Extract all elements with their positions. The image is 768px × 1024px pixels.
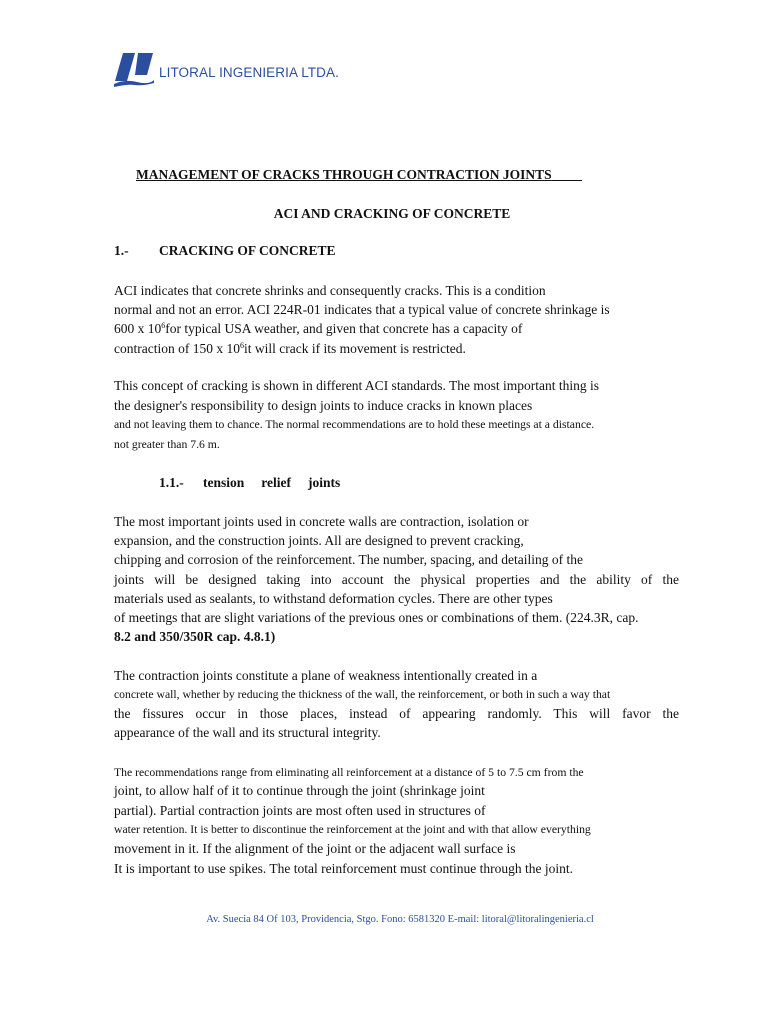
paragraph-line: This concept of cracking is shown in different ACI standards. The most important thing is (114, 378, 600, 393)
paragraph-line: The most important joints used in concrete walls are contraction, isolation or (114, 514, 529, 529)
paragraph-line: The contraction joints constitute a plane of weakness intentionally created in a (114, 668, 538, 683)
paragraph-line: movement in it. If the alignment of the joint or the adjacent wall surface is (114, 841, 516, 856)
section-title: CRACKING OF CONCRETE (159, 243, 336, 258)
section-heading (114, 243, 336, 259)
text-run: contraction of 150 x 10 (114, 341, 240, 356)
text-run: 600 x 10 (114, 321, 162, 336)
paragraph-line: joints will be designed taking into account the physical properties and the ability of the (114, 572, 679, 587)
subsection-word: relief (261, 475, 291, 490)
paragraph-line: It is important to use spikes. The total reinforcement must continue through the joint. (114, 861, 574, 876)
title-text: MANAGEMENT OF CRACKS THROUGH CONTRACTION JOINTS (136, 167, 552, 182)
paragraph-line: appearance of the wall and its structural integrity. (114, 725, 381, 740)
paragraph-line (114, 320, 522, 338)
title-underline-fill (552, 167, 582, 182)
text-run: for typical USA weather, and given that concrete has a capacity of (165, 321, 523, 336)
paragraph-line: of meetings that are slight variations of the previous ones or combinations of them. (224.3R, cap. (114, 610, 639, 625)
section-number: 1.- (114, 243, 129, 258)
document-subtitle: ACI AND CRACKING OF CONCRETE (273, 206, 511, 221)
subsection-word: joints (308, 475, 341, 490)
paragraph-line (114, 340, 466, 358)
superscript: 6 (239, 341, 244, 350)
text-run: it will crack if its movement is restricted. (243, 341, 466, 356)
footer-address: Av. Suecia 84 Of 103, Providencia, Stgo. Fono: 6581320 E-mail: litoral@litoralingenieria.cl (206, 914, 594, 925)
paragraph-line: the designer's responsibility to design joints to induce cracks in known places (114, 398, 533, 413)
paragraph-line: chipping and corrosion of the reinforcement. The number, spacing, and detailing of the (114, 552, 583, 567)
paragraph-line: 8.2 and 350/350R cap. 4.8.1) (114, 629, 276, 644)
paragraph-line: and not leaving them to chance. The normal recommendations are to hold these meetings at a distance. (114, 418, 595, 431)
document-title (136, 167, 656, 183)
paragraph-line: expansion, and the construction joints. All are designed to prevent cracking, (114, 533, 524, 548)
litoral-logo-icon (113, 51, 155, 89)
subsection-heading (159, 475, 340, 491)
paragraph-line: partial). Partial contraction joints are most often used in structures of (114, 803, 486, 818)
company-name: LITORAL INGENIERIA LTDA. (159, 64, 339, 80)
paragraph-line: The recommendations range from eliminating all reinforcement at a distance of 5 to 7.5 cm from the (114, 766, 584, 779)
subsection-word: tension (203, 475, 245, 490)
paragraph-line: concrete wall, whether by reducing the thickness of the wall, the reinforcement, or both in such a way that (114, 688, 611, 701)
paragraph-line: not greater than 7.6 m. (114, 438, 220, 451)
paragraph-line: joint, to allow half of it to continue through the joint (shrinkage joint (114, 783, 485, 798)
paragraph-line: water retention. It is better to discontinue the reinforcement at the joint and with that allow everything (114, 823, 591, 836)
subsection-number: 1.1.- (159, 475, 184, 490)
paragraph-line: ACI indicates that concrete shrinks and consequently cracks. This is a condition (114, 283, 546, 298)
company-logo (113, 50, 339, 90)
superscript: 6 (161, 321, 166, 330)
paragraph-line: materials used as sealants, to withstand deformation cycles. There are other types (114, 591, 553, 606)
paragraph-line: the fissures occur in those places, instead of appearing randomly. This will favor the (114, 706, 679, 721)
paragraph-line: normal and not an error. ACI 224R-01 indicates that a typical value of concrete shrinkage is (114, 302, 610, 317)
